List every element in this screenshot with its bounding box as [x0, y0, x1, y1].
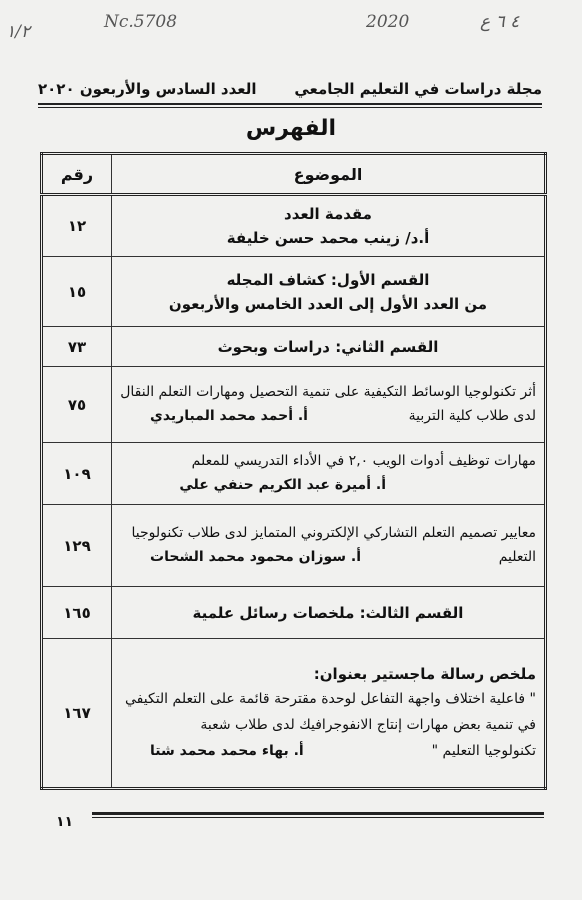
row-line: " فاعلية اختلاف واجهة التفاعل لوحدة مقترحة قائمة على التعلم التكيفي: [124, 691, 536, 707]
number-header: رقم: [42, 154, 112, 195]
row-page-number: ١٢٩: [42, 505, 112, 587]
row-page-number: ٧٥: [42, 367, 112, 443]
row-page-number: ١٥: [42, 257, 112, 327]
handwritten-code: Nc.5708: [104, 12, 178, 32]
row-author: أ. بهاء محمد محمد شتا: [150, 743, 304, 759]
table-row: [42, 505, 546, 587]
handwritten-issue: ٤ ٦ ع: [480, 12, 520, 32]
row-title: أثر تكنولوجيا الوسائط التكيفية على تنمية التحصيل ومهارات التعلم النقال: [120, 383, 536, 400]
table-row: [42, 443, 546, 505]
table-row: [42, 257, 546, 327]
page-header: [38, 80, 542, 102]
row-subtitle: لدى طلاب كلية التربية: [408, 407, 536, 424]
row-author: أ. أحمد محمد المباريدي: [150, 407, 308, 424]
row-title: القسم الثالث: ملخصات رسائل علمية: [192, 603, 464, 622]
row-subtitle: من العدد الأول إلى العدد الخامس والأربعون: [168, 294, 488, 313]
subject-header: الموضوع: [112, 154, 546, 195]
journal-title: مجلة دراسات في التعليم الجامعي: [294, 80, 542, 98]
row-line: تكنولوجيا التعليم ": [431, 743, 536, 759]
row-line: في تنمية بعض مهارات إنتاج الانفوجرافيك لدى طلاب شعبة: [200, 717, 536, 733]
table-row: [42, 587, 546, 639]
row-page-number: ١٦٥: [42, 587, 112, 639]
issue-label: العدد السادس والأربعون ٢٠٢٠: [38, 80, 257, 98]
row-title: ملخص رسالة ماجستير بعنوان:: [313, 665, 536, 683]
row-page-number: ١٦٧: [42, 639, 112, 789]
page-number: ١١: [56, 814, 74, 830]
toc-header-row: [42, 154, 546, 195]
header-rule-thin: [38, 107, 542, 108]
handwritten-year: 2020: [366, 12, 410, 32]
page-title: الفهرس: [245, 116, 337, 141]
row-page-number: ١٢: [42, 195, 112, 257]
row-title: مقدمة العدد: [284, 205, 372, 223]
footer-rule: [92, 812, 544, 815]
row-author: أ.د/ زينب محمد حسن خليفة: [226, 229, 430, 247]
table-row: [42, 195, 546, 257]
row-title: القسم الأول: كشاف المجله: [226, 270, 430, 289]
row-title: مهارات توظيف أدوات الويب ٢,٠ في الأداء التدريسي للمعلم: [191, 452, 536, 469]
table-row: [42, 639, 546, 789]
row-subtitle: التعليم: [498, 548, 536, 565]
row-page-number: ٧٣: [42, 327, 112, 367]
header-rule: [38, 103, 542, 105]
row-title: القسم الثاني: دراسات وبحوث: [217, 337, 439, 356]
footer-rule-thin: [92, 817, 544, 818]
toc-table: [40, 152, 547, 790]
handwritten-fraction: ١/٢: [6, 22, 30, 42]
table-row: [42, 367, 546, 443]
row-author: أ. أميرة عبد الكريم حنفي علي: [179, 476, 386, 493]
row-title: معايير تصميم التعلم التشاركي الإلكتروني المتمايز لدى طلاب تكنولوجيا: [131, 524, 536, 541]
row-author: أ. سوزان محمود محمد الشحات: [150, 548, 362, 565]
table-row: [42, 327, 546, 367]
row-page-number: ١٠٩: [42, 443, 112, 505]
